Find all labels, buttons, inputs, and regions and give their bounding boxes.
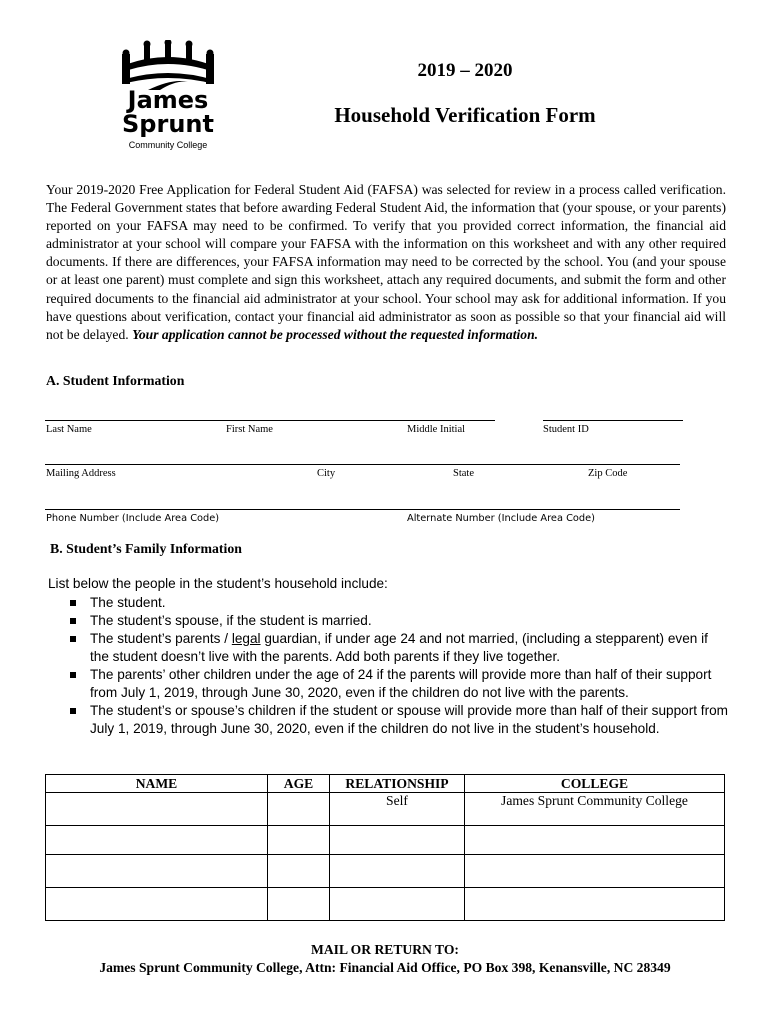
state-label: State: [453, 468, 474, 479]
phone-label: Phone Number (Include Area Code): [46, 513, 220, 524]
table-row: [46, 793, 725, 826]
phone-line[interactable]: [45, 509, 680, 510]
name-cell[interactable]: [46, 888, 268, 921]
student-id-line[interactable]: [543, 420, 683, 421]
age-cell[interactable]: [268, 793, 330, 826]
age-cell[interactable]: [268, 855, 330, 888]
age-column-header: AGE: [268, 775, 330, 793]
intro-paragraph: [46, 181, 726, 344]
relationship-cell[interactable]: [330, 826, 465, 855]
name-line[interactable]: [45, 420, 495, 421]
zip-label: Zip Code: [588, 468, 628, 479]
household-table: [45, 774, 725, 921]
city-label: City: [317, 468, 336, 479]
bullet3-legal: legal: [231, 631, 261, 646]
list-item: The parents’ other children under the age of 24 if the parents will provide more than half of their support from July 1, 2019, through June 30, 2020, even if the children do not live with the parents.: [68, 666, 728, 702]
table-row: [46, 826, 725, 855]
relationship-cell: Self: [330, 793, 465, 826]
intro-text: Your 2019-2020 Free Application for Federal Student Aid (FAFSA) was selected for review in a process called verification. The Federal Government states that before awarding Federal Student Aid, the information that (your spouse, or your parents) reported on your FAFSA may need to be confirmed. To verify that you provided correct information, the financial aid administrator at your school will compare your FAFSA with the information on this worksheet and with any other required documents. If there are differences, your FAFSA information may need to be corrected by the school. You (and your spouse or at least one parent) must complete and sign this worksheet, attach any required documents, and submit the form and other required documents to the financial aid administrator at your school. Your school may ask for additional information. If you have questions about verification, contact your financial aid administrator as soon as possible so that your financial aid will not be delayed.: [46, 182, 726, 342]
logo-sprunt: Sprunt: [122, 110, 214, 138]
age-cell[interactable]: [268, 826, 330, 855]
intro-emphasis: Your application cannot be processed without the requested information.: [132, 326, 539, 342]
mailing-address-footer: James Sprunt Community College, Attn: Financial Aid Office, PO Box 398, Kenansville, NC 28349: [99, 960, 671, 975]
college-column-header: COLLEGE: [465, 775, 725, 793]
student-id-label: Student ID: [543, 424, 589, 435]
form-title: Household Verification Form: [334, 103, 596, 127]
college-cell[interactable]: [465, 826, 725, 855]
list-item: The student’s or spouse’s children if the student or spouse will provide more than half of their support from July 1, 2019, through June 30, 2020, even if the children do not live in the student’s household.: [68, 702, 728, 738]
section-b-heading: B. Student’s Family Information: [50, 541, 242, 556]
college-cell[interactable]: [465, 855, 725, 888]
table-row: [46, 855, 725, 888]
section-a-heading: A. Student Information: [46, 373, 185, 388]
first-name-label: First Name: [226, 424, 273, 435]
table-row: [46, 888, 725, 921]
bridge-icon: [118, 40, 218, 92]
alt-phone-label: Alternate Number (Include Area Code): [407, 513, 595, 524]
logo-james: James: [127, 86, 209, 114]
name-cell[interactable]: [46, 793, 268, 826]
middle-initial-label: Middle Initial: [407, 424, 466, 435]
college-logo: [118, 40, 218, 158]
last-name-label: Last Name: [46, 424, 92, 435]
name-cell[interactable]: [46, 826, 268, 855]
college-cell[interactable]: [465, 888, 725, 921]
age-cell[interactable]: [268, 888, 330, 921]
logo-community-college: Community College: [128, 140, 208, 150]
list-item: The student’s spouse, if the student is married.: [68, 612, 728, 630]
bullet3-text-post: guardian, if under age 24 and not married, (including a stepparent) even if the student doesn’t live with the parents. Add both parents if they live together.: [90, 631, 708, 664]
form-year: 2019 – 2020: [417, 60, 513, 81]
relationship-cell[interactable]: [330, 888, 465, 921]
name-cell[interactable]: [46, 855, 268, 888]
list-item: The student.: [68, 594, 728, 612]
mailing-address-label: Mailing Address: [46, 468, 116, 479]
list-item: [68, 630, 728, 666]
mail-return-heading: MAIL OR RETURN TO:: [311, 942, 459, 957]
college-cell: James Sprunt Community College: [465, 793, 725, 826]
bullet3-text-pre: The student’s parents /: [90, 631, 232, 646]
address-line[interactable]: [45, 464, 680, 465]
household-list-intro: List below the people in the student’s household include:: [48, 576, 388, 591]
household-criteria-list: [68, 594, 728, 738]
table-header-row: [46, 775, 725, 793]
relationship-column-header: RELATIONSHIP: [330, 775, 465, 793]
relationship-cell[interactable]: [330, 855, 465, 888]
name-column-header: NAME: [46, 775, 268, 793]
